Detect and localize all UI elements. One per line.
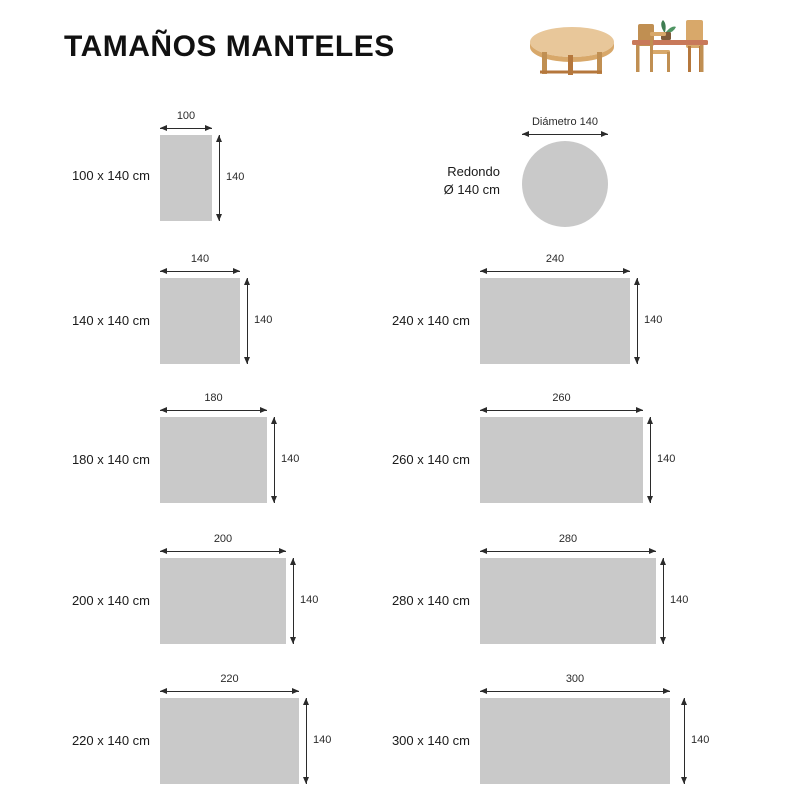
size-swatch	[480, 417, 643, 503]
item-label: 180 x 140 cm	[71, 452, 150, 467]
height-arrow-up-icon	[216, 135, 222, 142]
height-arrow-down-icon	[681, 777, 687, 784]
height-arrow-down-icon	[244, 357, 250, 364]
size-swatch	[160, 278, 240, 364]
width-dimension-text: 280	[558, 533, 578, 545]
width-dimension-text: 100	[176, 110, 196, 122]
item-label: 100 x 140 cm	[71, 168, 150, 183]
height-dimension-line	[306, 698, 307, 784]
item-label-line2: Ø 140 cm	[443, 181, 500, 197]
item-label	[370, 163, 500, 198]
width-arrow-left-icon	[480, 548, 487, 554]
height-arrow-down-icon	[271, 496, 277, 503]
table-illustration	[510, 10, 730, 88]
height-arrow-up-icon	[681, 698, 687, 705]
width-arrow-right-icon	[233, 268, 240, 274]
diameter-arrow-left-icon	[522, 131, 529, 137]
height-dimension-line	[274, 417, 275, 503]
height-arrow-up-icon	[244, 278, 250, 285]
width-dimension-text: 260	[552, 392, 571, 404]
size-swatch	[160, 135, 212, 221]
size-swatch	[480, 698, 670, 784]
height-arrow-down-icon	[290, 637, 296, 644]
height-dimension-line	[247, 278, 248, 364]
height-arrow-down-icon	[634, 357, 640, 364]
width-dimension-text: 180	[204, 392, 223, 404]
width-arrow-right-icon	[623, 268, 630, 274]
width-arrow-left-icon	[160, 125, 167, 131]
height-dimension-text: 140	[300, 594, 319, 606]
width-arrow-right-icon	[279, 548, 286, 554]
height-arrow-down-icon	[303, 777, 309, 784]
item-label: 240 x 140 cm	[391, 313, 470, 328]
size-swatch	[160, 558, 286, 644]
height-dimension-text: 140	[313, 734, 332, 746]
item-label: 260 x 140 cm	[391, 452, 470, 467]
height-dimension-line	[684, 698, 685, 784]
height-dimension-text: 140	[657, 453, 676, 465]
item-label: 220 x 140 cm	[71, 733, 150, 748]
height-arrow-down-icon	[216, 214, 222, 221]
size-swatch-round	[522, 141, 608, 227]
height-dimension-line	[650, 417, 651, 503]
height-arrow-up-icon	[647, 417, 653, 424]
height-dimension-text: 140	[691, 734, 710, 746]
width-arrow-left-icon	[160, 688, 167, 694]
width-arrow-left-icon	[160, 407, 167, 413]
width-arrow-right-icon	[636, 407, 643, 413]
width-arrow-left-icon	[480, 407, 487, 413]
width-dimension-text: 240	[545, 253, 565, 265]
width-arrow-right-icon	[292, 688, 299, 694]
height-arrow-down-icon	[647, 496, 653, 503]
height-dimension-text: 140	[281, 453, 300, 465]
width-dimension-line	[160, 691, 299, 692]
height-dimension-text: 140	[254, 314, 273, 326]
height-arrow-up-icon	[290, 558, 296, 565]
height-dimension-line	[293, 558, 294, 644]
width-arrow-left-icon	[160, 268, 167, 274]
round-table-icon	[530, 27, 614, 75]
size-swatch	[160, 698, 299, 784]
width-arrow-left-icon	[480, 688, 487, 694]
height-dimension-text: 140	[670, 594, 689, 606]
width-dimension-line	[480, 691, 670, 692]
height-dimension-text: 140	[644, 314, 663, 326]
width-dimension-text: 300	[565, 673, 585, 685]
height-dimension-line	[637, 278, 638, 364]
item-label-line1: Redondo	[447, 164, 500, 179]
width-dimension-line	[480, 271, 630, 272]
width-arrow-right-icon	[205, 125, 212, 131]
width-arrow-right-icon	[649, 548, 656, 554]
diameter-dimension-text: Diámetro 140	[531, 116, 599, 128]
width-dimension-text: 140	[190, 253, 210, 265]
height-arrow-up-icon	[660, 558, 666, 565]
item-label: 300 x 140 cm	[391, 733, 470, 748]
width-dimension-line	[160, 551, 286, 552]
height-arrow-up-icon	[271, 417, 277, 424]
height-arrow-up-icon	[634, 278, 640, 285]
width-dimension-line	[480, 551, 656, 552]
item-label: 280 x 140 cm	[391, 593, 470, 608]
item-label: 200 x 140 cm	[71, 593, 150, 608]
height-dimension-text: 140	[226, 171, 245, 183]
width-dimension-text: 200	[213, 533, 233, 545]
width-dimension-line	[160, 271, 240, 272]
size-swatch	[160, 417, 267, 503]
item-label: 140 x 140 cm	[71, 313, 150, 328]
width-dimension-line	[480, 410, 643, 411]
diameter-arrow-right-icon	[601, 131, 608, 137]
width-dimension-text: 220	[220, 673, 239, 685]
page-title: TAMAÑOS MANTELES	[64, 30, 395, 63]
height-arrow-up-icon	[303, 698, 309, 705]
rect-table-icon	[632, 20, 708, 72]
width-arrow-right-icon	[260, 407, 267, 413]
size-swatch	[480, 278, 630, 364]
width-arrow-left-icon	[160, 548, 167, 554]
width-arrow-left-icon	[480, 268, 487, 274]
diameter-dimension-line	[522, 134, 608, 135]
width-dimension-line	[160, 410, 267, 411]
height-arrow-down-icon	[660, 637, 666, 644]
height-dimension-line	[219, 135, 220, 221]
height-dimension-line	[663, 558, 664, 644]
width-arrow-right-icon	[663, 688, 670, 694]
size-swatch	[480, 558, 656, 644]
